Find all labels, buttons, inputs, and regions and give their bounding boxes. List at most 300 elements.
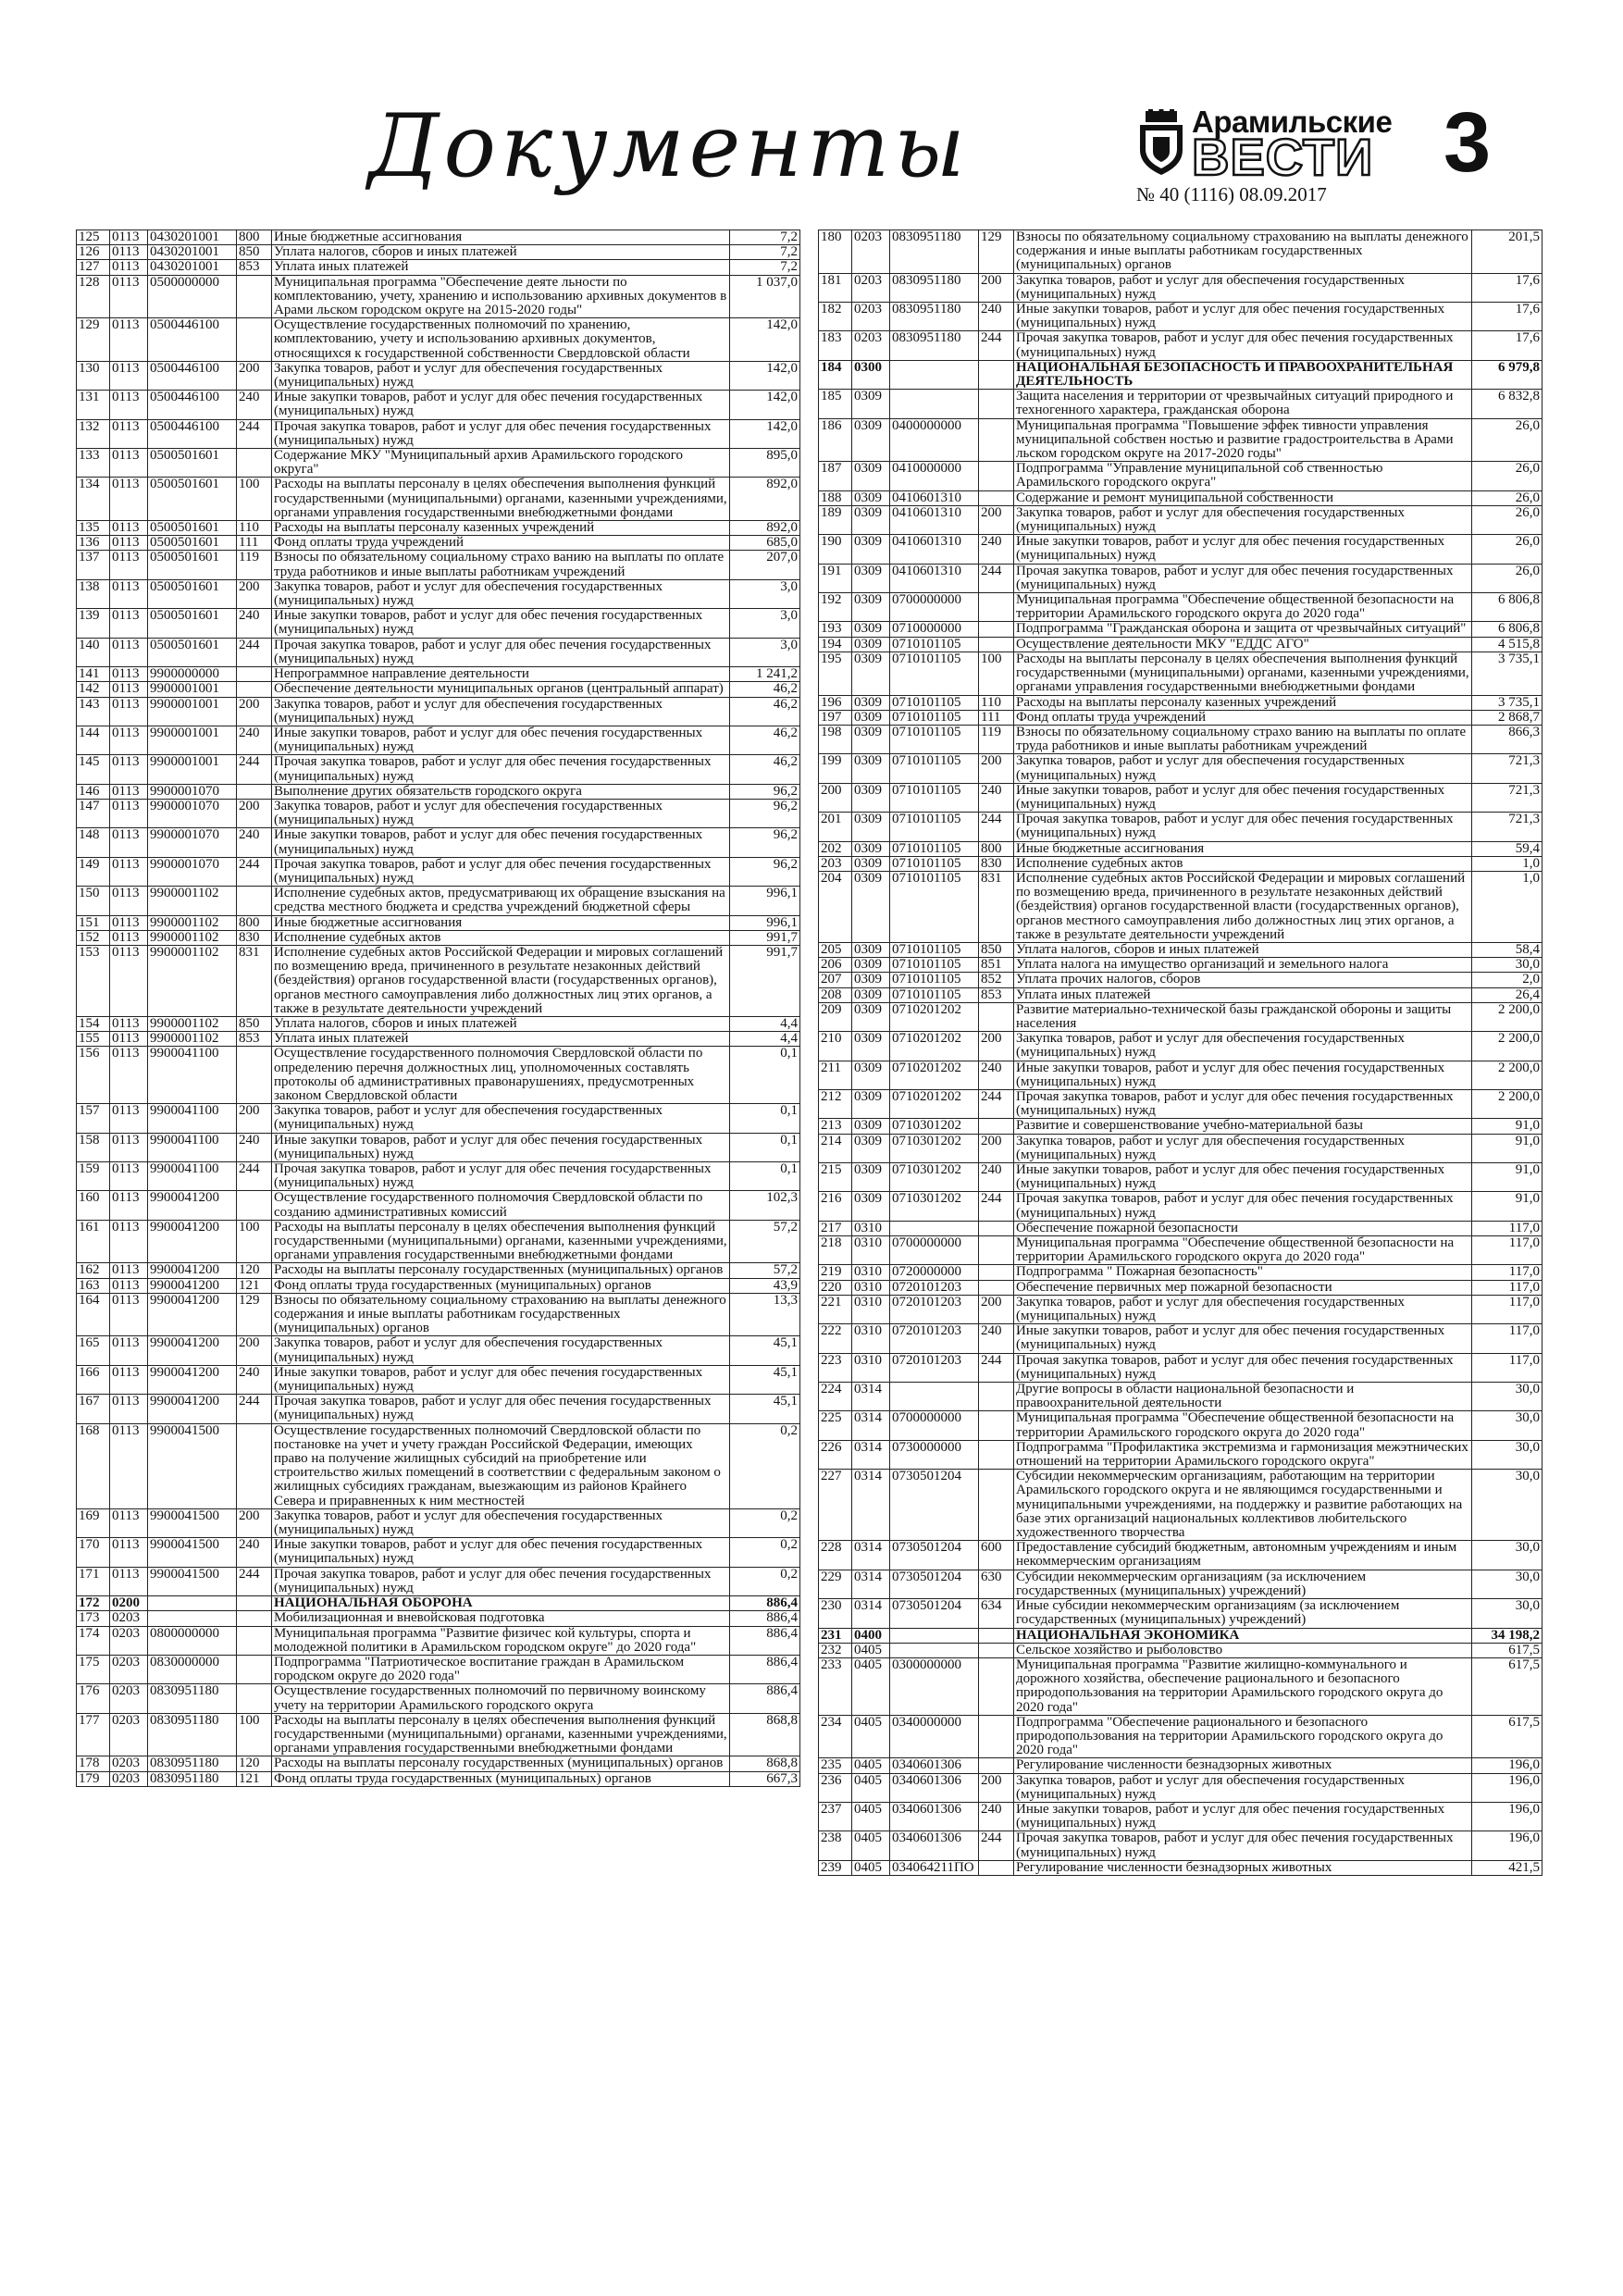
expense-type: 121 (237, 1771, 272, 1786)
item-name: Прочая закупка товаров, работ и услуг для обес печения государственных (муниципальных) нужд (272, 1162, 730, 1191)
amount: 30,0 (1472, 1411, 1542, 1440)
item-name: Взносы по обязательному социальному страхо ванию на выплаты по оплате труда работников и иные выплаты работникам учреждений (272, 551, 730, 579)
expense-type: 240 (237, 391, 272, 419)
section-code: 0203 (852, 303, 890, 331)
target-code: 0710101105 (890, 754, 979, 783)
expense-type: 831 (237, 945, 272, 1016)
section-code: 0113 (110, 245, 148, 260)
amount: 142,0 (730, 391, 800, 419)
amount: 117,0 (1472, 1221, 1542, 1235)
table-row (77, 1365, 800, 1394)
amount: 117,0 (1472, 1295, 1542, 1323)
section-code: 0113 (110, 1395, 148, 1423)
table-row (819, 725, 1542, 753)
amount: 0,2 (730, 1538, 800, 1567)
target-code: 0720101203 (890, 1324, 979, 1353)
item-name: Подпрограмма " Пожарная безопасность" (1014, 1265, 1472, 1280)
amount: 91,0 (1472, 1119, 1542, 1134)
section-code: 0113 (110, 1032, 148, 1047)
table-row (77, 478, 800, 521)
amount: 207,0 (730, 551, 800, 579)
table-row (77, 1016, 800, 1031)
amount: 1,0 (1472, 871, 1542, 942)
row-number: 162 (77, 1263, 110, 1278)
target-code: 9900041200 (148, 1293, 237, 1336)
row-number: 129 (77, 318, 110, 362)
amount: 17,6 (1472, 273, 1542, 302)
row-number: 236 (819, 1773, 852, 1802)
section-code: 0309 (852, 725, 890, 753)
row-number: 136 (77, 536, 110, 551)
expense-type: 200 (979, 1773, 1014, 1802)
item-name: Иные бюджетные ассигнования (1014, 841, 1472, 856)
expense-type (237, 275, 272, 318)
table-row (819, 1353, 1542, 1382)
item-name: Взносы по обязательному социальному страхо ванию на выплаты по оплате труда работников и иные выплаты работникам учреждений (1014, 725, 1472, 753)
item-name: Фонд оплаты труда учреждений (1014, 710, 1472, 725)
expense-type (237, 1655, 272, 1683)
amount: 91,0 (1472, 1163, 1542, 1192)
amount: 117,0 (1472, 1280, 1542, 1295)
amount: 421,5 (1472, 1860, 1542, 1875)
table-row (77, 1655, 800, 1683)
target-code: 9900041200 (148, 1263, 237, 1278)
table-row (819, 331, 1542, 360)
section-code: 0113 (110, 1336, 148, 1365)
expense-type: 129 (237, 1293, 272, 1336)
item-name: Обеспечение первичных мер пожарной безопасности (1014, 1280, 1472, 1295)
row-number: 160 (77, 1191, 110, 1220)
target-code: 9900041200 (148, 1395, 237, 1423)
row-number: 227 (819, 1470, 852, 1541)
table-row (77, 682, 800, 697)
target-code: 9900001001 (148, 682, 237, 697)
target-code: 0410601310 (890, 535, 979, 564)
table-row (77, 1395, 800, 1423)
target-code: 0500000000 (148, 275, 237, 318)
row-number: 134 (77, 478, 110, 521)
row-number: 204 (819, 871, 852, 942)
row-number: 166 (77, 1365, 110, 1394)
item-name: Прочая закупка товаров, работ и услуг для обес печения государственных (муниципальных) нужд (272, 857, 730, 886)
amount: 895,0 (730, 449, 800, 478)
expense-type (979, 1643, 1014, 1657)
item-name: Обеспечение деятельности муниципальных органов (центральный аппарат) (272, 682, 730, 697)
section-code: 0309 (852, 505, 890, 534)
expense-type: 240 (979, 783, 1014, 812)
item-name: Муниципальная программа "Обеспечение общественной безопасности на территории Арамильского городского округа до 2020 года" (1014, 1411, 1472, 1440)
section-code: 0203 (852, 331, 890, 360)
table-row (819, 841, 1542, 856)
expense-type: 244 (237, 1162, 272, 1191)
row-number: 212 (819, 1089, 852, 1118)
item-name: Закупка товаров, работ и услуг для обеспечения государственных (муниципальных) нужд (272, 361, 730, 390)
table-row (819, 958, 1542, 973)
expense-type: 111 (237, 536, 272, 551)
item-name: Другие вопросы в области национальной безопасности и правоохранительной деятельности (1014, 1383, 1472, 1411)
target-code: 0730501204 (890, 1599, 979, 1628)
item-name: Расходы на выплаты персоналу казенных учреждений (272, 521, 730, 536)
amount: 4 515,8 (1472, 637, 1542, 652)
item-name: Иные закупки товаров, работ и услуг для обес печения государственных (муниципальных) нужд (272, 1133, 730, 1161)
target-code: 0830951180 (890, 230, 979, 274)
expense-type (979, 360, 1014, 389)
target-code: 9900041500 (148, 1567, 237, 1595)
table-row (819, 230, 1542, 274)
row-number: 128 (77, 275, 110, 318)
section-code: 0113 (110, 260, 148, 275)
expense-type (979, 1280, 1014, 1295)
item-name: Выполнение других обязательств городского округа (272, 784, 730, 799)
expense-type: 200 (979, 1032, 1014, 1061)
table-row (77, 915, 800, 930)
amount: 2 200,0 (1472, 1032, 1542, 1061)
item-name: Иные субсидии некоммерческим организациям (за исключением государственных (муниципальных) учреждений) (1014, 1599, 1472, 1628)
target-code: 0410601310 (890, 564, 979, 592)
expense-type: 244 (979, 1353, 1014, 1382)
section-code: 0310 (852, 1324, 890, 1353)
amount: 196,0 (1472, 1773, 1542, 1802)
row-number: 226 (819, 1440, 852, 1469)
amount: 43,9 (730, 1278, 800, 1293)
expense-type: 120 (237, 1756, 272, 1771)
table-row (819, 813, 1542, 841)
expense-type: 240 (237, 609, 272, 638)
table-row (77, 857, 800, 886)
table-row (77, 275, 800, 318)
target-code: 0830000000 (148, 1655, 237, 1683)
page-number: 3 (1443, 95, 1492, 190)
section-code: 0314 (852, 1470, 890, 1541)
row-number: 193 (819, 622, 852, 637)
section-code: 0203 (110, 1713, 148, 1756)
target-code: 9900001001 (148, 755, 237, 784)
table-row (77, 391, 800, 419)
amount: 667,3 (730, 1771, 800, 1786)
row-number: 222 (819, 1324, 852, 1353)
table-row (77, 230, 800, 245)
item-name: Исполнение судебных актов (272, 930, 730, 945)
target-code: 0710301202 (890, 1119, 979, 1134)
amount: 7,2 (730, 245, 800, 260)
amount: 34 198,2 (1472, 1628, 1542, 1643)
section-code: 0113 (110, 930, 148, 945)
amount: 30,0 (1472, 958, 1542, 973)
row-number: 142 (77, 682, 110, 697)
expense-type: 244 (237, 857, 272, 886)
section-code: 0405 (852, 1773, 890, 1802)
target-code: 0710000000 (890, 622, 979, 637)
target-code: 0730000000 (890, 1440, 979, 1469)
expense-type: 831 (979, 871, 1014, 942)
row-number: 218 (819, 1236, 852, 1265)
amount: 142,0 (730, 361, 800, 390)
target-code: 0410000000 (890, 462, 979, 490)
expense-type: 240 (979, 303, 1014, 331)
table-row (819, 1643, 1542, 1657)
table-row (819, 1265, 1542, 1280)
item-name: Исполнение судебных актов, предусматривающ их обращение взыскания на средства местного бюджета и средства учреждений бюджетной сферы (272, 887, 730, 915)
table-row (77, 1278, 800, 1293)
item-name: Уплата налогов, сборов и иных платежей (272, 1016, 730, 1031)
expense-type: 244 (979, 1831, 1014, 1860)
item-name: НАЦИОНАЛЬНАЯ БЕЗОПАСНОСТЬ И ПРАВООХРАНИТЕЛЬНАЯ ДЕЯТЕЛЬНОСТЬ (1014, 360, 1472, 389)
section-code: 0309 (852, 1119, 890, 1134)
table-row (77, 361, 800, 390)
table-row (819, 871, 1542, 942)
section-code: 0113 (110, 1191, 148, 1220)
target-code: 0720101203 (890, 1295, 979, 1323)
expense-type (979, 1119, 1014, 1134)
amount: 991,7 (730, 930, 800, 945)
row-number: 198 (819, 725, 852, 753)
expense-type: 244 (979, 331, 1014, 360)
table-row (819, 1773, 1542, 1802)
amount: 26,0 (1472, 490, 1542, 505)
item-name: Муниципальная программа "Повышение эффек тивности управления муниципальной собствен ностью и развитие градостроительства в Арами льском городском округе на 2017-2020 годы" (1014, 418, 1472, 462)
target-code: 9900041500 (148, 1423, 237, 1508)
target-code: 9900041200 (148, 1191, 237, 1220)
row-number: 213 (819, 1119, 852, 1134)
expense-type (979, 462, 1014, 490)
expense-type: 800 (237, 230, 272, 245)
coat-of-arms-icon (1136, 109, 1186, 176)
section-code: 0113 (110, 857, 148, 886)
amount: 59,4 (1472, 841, 1542, 856)
target-code: 0710301202 (890, 1163, 979, 1192)
table-row (819, 1758, 1542, 1773)
expense-type: 240 (979, 1061, 1014, 1089)
table-row (819, 695, 1542, 710)
expense-type: 110 (237, 521, 272, 536)
section-code: 0113 (110, 1567, 148, 1595)
section-code: 0405 (852, 1802, 890, 1831)
amount: 142,0 (730, 419, 800, 448)
expense-type (979, 1470, 1014, 1541)
section-code: 0310 (852, 1295, 890, 1323)
target-code: 9900001102 (148, 1032, 237, 1047)
section-code: 0405 (852, 1657, 890, 1715)
table-row (77, 945, 800, 1016)
amount: 30,0 (1472, 1570, 1542, 1598)
target-code (890, 390, 979, 418)
row-number: 216 (819, 1192, 852, 1221)
target-code: 9900001102 (148, 887, 237, 915)
target-code: 0830951180 (148, 1756, 237, 1771)
amount: 2 868,7 (1472, 710, 1542, 725)
target-code: 0710101105 (890, 813, 979, 841)
item-name: Осуществление деятельности МКУ "ЕДДС АГО" (1014, 637, 1472, 652)
item-name: Прочая закупка товаров, работ и услуг для обес печения государственных (муниципальных) нужд (272, 755, 730, 784)
item-name: Содержание и ремонт муниципальной собственности (1014, 490, 1472, 505)
row-number: 187 (819, 462, 852, 490)
expense-type (979, 390, 1014, 418)
item-name: Расходы на выплаты персоналу в целях обеспечения выполнения функций государственными (муниципальными) органами, казенными учреждениями, органами управления государственными внебюджетными фондами (272, 1220, 730, 1263)
target-code (890, 1383, 979, 1411)
expense-type (237, 1191, 272, 1220)
expense-type (979, 1860, 1014, 1875)
row-number: 217 (819, 1221, 852, 1235)
amount: 868,8 (730, 1713, 800, 1756)
amount: 0,1 (730, 1133, 800, 1161)
item-name: Закупка товаров, работ и услуг для обеспечения государственных (муниципальных) нужд (1014, 1032, 1472, 1061)
table-row (819, 535, 1542, 564)
row-number: 230 (819, 1599, 852, 1628)
amount: 892,0 (730, 521, 800, 536)
row-number: 235 (819, 1758, 852, 1773)
left-column (76, 230, 799, 1787)
section-code: 0314 (852, 1541, 890, 1570)
row-number: 130 (77, 361, 110, 390)
row-number: 220 (819, 1280, 852, 1295)
amount: 6 979,8 (1472, 360, 1542, 389)
expense-type: 240 (237, 726, 272, 754)
expense-type (237, 1596, 272, 1611)
table-row (77, 755, 800, 784)
amount: 1 037,0 (730, 275, 800, 318)
target-code: 0830951180 (148, 1713, 237, 1756)
table-row (77, 726, 800, 754)
item-name: Сельское хозяйство и рыболовство (1014, 1643, 1472, 1657)
expense-type (979, 418, 1014, 462)
expense-type: 200 (237, 799, 272, 827)
expense-type (979, 1002, 1014, 1031)
item-name: Иные бюджетные ассигнования (272, 915, 730, 930)
row-number: 225 (819, 1411, 852, 1440)
amount: 91,0 (1472, 1192, 1542, 1221)
row-number: 219 (819, 1265, 852, 1280)
amount: 886,4 (730, 1655, 800, 1683)
amount: 142,0 (730, 318, 800, 362)
expense-type (979, 1657, 1014, 1715)
amount: 201,5 (1472, 230, 1542, 274)
table-row (819, 1802, 1542, 1831)
target-code: 0710301202 (890, 1134, 979, 1162)
target-code: 0500446100 (148, 361, 237, 390)
target-code: 9900001070 (148, 799, 237, 827)
target-code: 9900001102 (148, 930, 237, 945)
target-code: 0500501601 (148, 609, 237, 638)
row-number: 233 (819, 1657, 852, 1715)
table-row (77, 1508, 800, 1537)
expense-type: 830 (979, 856, 1014, 871)
expense-type: 240 (979, 1163, 1014, 1192)
section-code: 0405 (852, 1831, 890, 1860)
section-code: 0113 (110, 1220, 148, 1263)
item-name: Прочая закупка товаров, работ и услуг для обес печения государственных (муниципальных) нужд (1014, 564, 1472, 592)
section-code: 0113 (110, 609, 148, 638)
amount: 117,0 (1472, 1265, 1542, 1280)
target-code (890, 360, 979, 389)
item-name: Осуществление государственного полномочия Свердловской области по определению перечня должностных лиц, уполномоченных составлять протоколы об административных правонарушениях, предусмотренных законом Свердловской области (272, 1047, 730, 1104)
target-code: 0410601310 (890, 490, 979, 505)
amount: 196,0 (1472, 1831, 1542, 1860)
item-name: Закупка товаров, работ и услуг для обеспечения государственных (муниципальных) нужд (1014, 1134, 1472, 1162)
amount: 996,1 (730, 915, 800, 930)
row-number: 151 (77, 915, 110, 930)
amount: 45,1 (730, 1395, 800, 1423)
amount: 617,5 (1472, 1657, 1542, 1715)
amount: 46,2 (730, 682, 800, 697)
expense-type: 200 (237, 1336, 272, 1365)
amount: 96,2 (730, 828, 800, 857)
expense-type (979, 593, 1014, 622)
item-name: Регулирование численности безнадзорных животных (1014, 1860, 1472, 1875)
expense-type: 244 (237, 419, 272, 448)
table-row (819, 1470, 1542, 1541)
table-row (819, 1002, 1542, 1031)
expense-type (237, 1047, 272, 1104)
table-row (819, 1236, 1542, 1265)
target-code: 0830951180 (890, 273, 979, 302)
expense-type: 851 (979, 958, 1014, 973)
expense-type: 240 (237, 828, 272, 857)
item-name: Предоставление субсидий бюджетным, автономным учреждениям и иным некоммерческим организациям (1014, 1541, 1472, 1570)
amount: 721,3 (1472, 783, 1542, 812)
section-code: 0309 (852, 1061, 890, 1089)
amount: 617,5 (1472, 1715, 1542, 1758)
expense-type: 110 (979, 695, 1014, 710)
expense-type: 200 (237, 579, 272, 608)
table-row (77, 1191, 800, 1220)
item-name: Защита населения и территории от чрезвычайных ситуаций природного и техногенного характера, гражданская оборона (1014, 390, 1472, 418)
item-name: Прочая закупка товаров, работ и услуг для обес печения государственных (муниципальных) нужд (1014, 1089, 1472, 1118)
item-name: Исполнение судебных актов Российской Федерации и мировых соглашений по возмещению вреда, причиненного в результате незаконных действий (бездействия) органов государственной власти (государственных органов), органов местного самоуправления либо должностных лиц этих органов, а также в результате деятельности учреждений (272, 945, 730, 1016)
item-name: Исполнение судебных актов Российской Федерации и мировых соглашений по возмещению вреда, причиненного в результате незаконных действий (бездействия) органов государственной власти (государственных органов), органов местного самоуправления либо должностных лиц этих органов, а также в результате деятельности учреждений (1014, 871, 1472, 942)
row-number: 168 (77, 1423, 110, 1508)
expense-type: 244 (237, 638, 272, 666)
target-code: 0430201001 (148, 260, 237, 275)
target-code: 0710101105 (890, 725, 979, 753)
item-name: Закупка товаров, работ и услуг для обеспечения государственных (муниципальных) нужд (272, 1508, 730, 1537)
section-code: 0309 (852, 958, 890, 973)
amount: 96,2 (730, 857, 800, 886)
target-code: 9900041100 (148, 1104, 237, 1133)
row-number: 231 (819, 1628, 852, 1643)
item-name: Субсидии некоммерческим организациям, работающим на территории Арамильского городского округа и не являющимся государственными и муниципальными учреждениями, на поддержку и развитие работающих на базе этих организаций национальных коллективов любительского художественного творчества (1014, 1470, 1472, 1541)
amount: 892,0 (730, 478, 800, 521)
row-number: 188 (819, 490, 852, 505)
table-row (77, 1336, 800, 1365)
amount: 26,0 (1472, 462, 1542, 490)
row-number: 139 (77, 609, 110, 638)
expense-type: 200 (979, 505, 1014, 534)
item-name: Уплата налога на имущество организаций и земельного налога (1014, 958, 1472, 973)
target-code: 0710101105 (890, 958, 979, 973)
section-code: 0309 (852, 973, 890, 987)
item-name: Исполнение судебных актов (1014, 856, 1472, 871)
amount: 3 735,1 (1472, 652, 1542, 695)
row-number: 223 (819, 1353, 852, 1382)
expense-type: 119 (979, 725, 1014, 753)
table-row (819, 1411, 1542, 1440)
target-code: 0830951180 (148, 1771, 237, 1786)
table-row (819, 1119, 1542, 1134)
table-row (77, 579, 800, 608)
expense-type (237, 682, 272, 697)
table-row (77, 887, 800, 915)
target-code: 0710101105 (890, 973, 979, 987)
target-code (890, 1221, 979, 1235)
row-number: 224 (819, 1383, 852, 1411)
section-code: 0113 (110, 726, 148, 754)
target-code: 0710101105 (890, 871, 979, 942)
expense-type (237, 318, 272, 362)
amount: 30,0 (1472, 1383, 1542, 1411)
target-code: 9900041500 (148, 1508, 237, 1537)
table-row (77, 1162, 800, 1191)
table-row (77, 551, 800, 579)
